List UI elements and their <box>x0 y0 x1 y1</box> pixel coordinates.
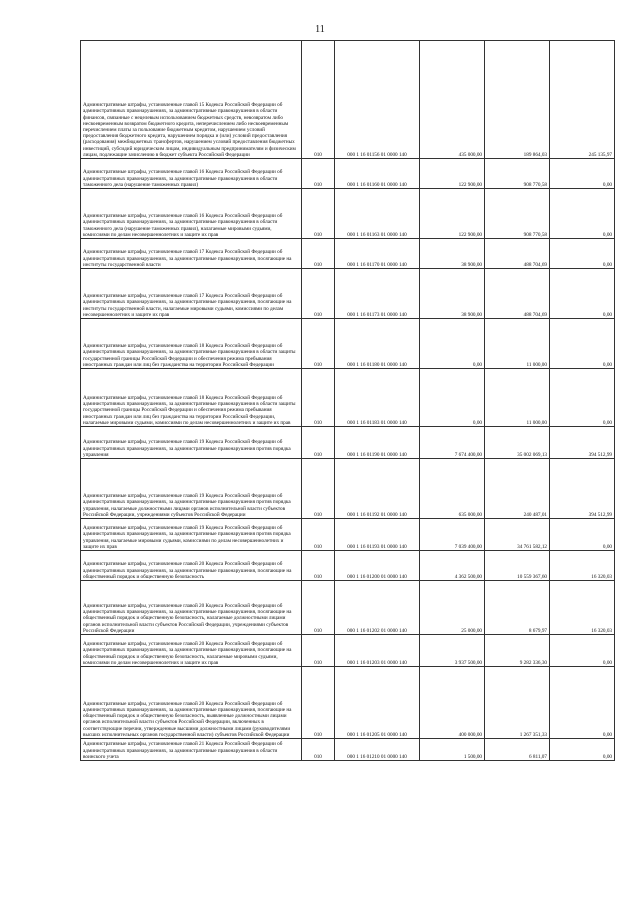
row-executed-amount: 11 000,00 <box>485 369 550 427</box>
table-row <box>81 635 615 667</box>
row-executed-amount: 34 761 582,12 <box>485 519 550 551</box>
table-row <box>81 269 615 319</box>
row-unexecuted-amount: 245 135,97 <box>550 41 615 159</box>
row-unexecuted-amount: 0,00 <box>550 739 615 761</box>
row-approved-amount: 7 674 400,00 <box>420 427 485 459</box>
row-name: Административные штрафы, установленные главой 20 Кодекса Российской Федерации об административных правонарушениях, за административные правонарушения, посягающие на общественный порядок и общественную безопасность, налагаемые мировыми судьями, комиссиями по делам несовершеннолетних и защите их прав <box>81 635 302 667</box>
row-executed-amount: 9 282 336,30 <box>485 635 550 667</box>
row-unexecuted-amount: 0,00 <box>550 159 615 189</box>
row-kbk: 000 1 16 01160 01 0000 140 <box>335 159 420 189</box>
row-kbk: 000 1 16 01192 01 0000 140 <box>335 459 420 519</box>
row-executed-amount: 1 267 351,33 <box>485 667 550 739</box>
table-row <box>81 41 615 159</box>
row-name: Административные штрафы, установленные главой 20 Кодекса Российской Федерации об административных правонарушениях, за административные правонарушения, посягающие на общественный порядок и общественную безопасность <box>81 551 302 581</box>
row-executed-amount: 908 770,58 <box>485 159 550 189</box>
row-unexecuted-amount: 16 320,03 <box>550 551 615 581</box>
row-name: Административные штрафы, установленные главой 15 Кодекса Российской Федерации об административных правонарушениях, за административные правонарушения в области финансов, связанные с нецелевым использованием бюджетных средств, невозвратом либо несвоевременным возвратом бюджетного кредита, неперечислением либо несвоевременным перечислением платы за пользование бюджетным кредитом, нарушением условий предоставления бюджетного кредита, нарушением порядка и (или) условий предоставления (расходования) межбюджетных трансфертов, нарушением условий предоставления бюджетных инвестиций, субсидий юридическим лицам, индивидуальным предпринимателям и физическим лицам, подлежащие зачислению в бюджет субъекта Российской Федерации <box>81 41 302 159</box>
row-approved-amount: 25 000,00 <box>420 581 485 635</box>
row-code: 010 <box>302 369 335 427</box>
row-kbk: 000 1 16 01180 01 0000 140 <box>335 319 420 369</box>
row-code: 010 <box>302 667 335 739</box>
row-name: Административные штрафы, установленные главой 17 Кодекса Российской Федерации об административных правонарушениях, за административные правонарушения, посягающие на институты государственной власти <box>81 239 302 269</box>
row-executed-amount: 10 559 367,60 <box>485 551 550 581</box>
row-code: 010 <box>302 41 335 159</box>
row-name: Административные штрафы, установленные главой 20 Кодекса Российской Федерации об административных правонарушениях, за административные правонарушения, посягающие на общественный порядок и общественную безопасность, налагаемые должностными лицами органов исполнительной власти субъектов Российской Федерации, учреждениями субъектов Российской Федерации <box>81 581 302 635</box>
revenue-table <box>80 40 615 761</box>
page-number: 11 <box>315 24 325 35</box>
table-row <box>81 459 615 519</box>
row-code: 010 <box>302 239 335 269</box>
row-unexecuted-amount: 394 512,99 <box>550 459 615 519</box>
row-executed-amount: 35 002 069,13 <box>485 427 550 459</box>
table-row <box>81 159 615 189</box>
row-approved-amount: 7 039 400,00 <box>420 519 485 551</box>
row-executed-amount: 488 704,69 <box>485 269 550 319</box>
row-name: Административные штрафы, установленные главой 19 Кодекса Российской Федерации об административных правонарушениях, за административные правонарушения против порядка управления, налагаемые мировыми судьями, комиссиями по делам несовершеннолетних и защите их прав <box>81 519 302 551</box>
row-unexecuted-amount: 0,00 <box>550 635 615 667</box>
row-approved-amount: 38 900,00 <box>420 239 485 269</box>
row-unexecuted-amount: 0,00 <box>550 519 615 551</box>
row-unexecuted-amount: 0,00 <box>550 667 615 739</box>
row-name: Административные штрафы, установленные главой 19 Кодекса Российской Федерации об административных правонарушениях, за административные правонарушения против порядка управления <box>81 427 302 459</box>
row-approved-amount: 38 900,00 <box>420 269 485 319</box>
row-code: 010 <box>302 551 335 581</box>
row-kbk: 000 1 16 01173 01 0000 140 <box>335 269 420 319</box>
row-kbk: 000 1 16 01203 01 0000 140 <box>335 635 420 667</box>
row-unexecuted-amount: 394 512,99 <box>550 427 615 459</box>
row-approved-amount: 0,00 <box>420 319 485 369</box>
row-code: 010 <box>302 319 335 369</box>
table-row <box>81 551 615 581</box>
row-code: 010 <box>302 739 335 761</box>
row-unexecuted-amount: 0,00 <box>550 269 615 319</box>
row-name: Административные штрафы, установленные главой 16 Кодекса Российской Федерации об административных правонарушениях, за административные правонарушения в области таможенного дела (нарушение таможенных правил), налагаемые мировыми судьями, комиссиями по делам несовершеннолетних и защите их прав <box>81 189 302 239</box>
row-code: 010 <box>302 459 335 519</box>
row-executed-amount: 240 487,01 <box>485 459 550 519</box>
table-row <box>81 239 615 269</box>
row-code: 010 <box>302 427 335 459</box>
row-code: 010 <box>302 581 335 635</box>
table-row <box>81 319 615 369</box>
table-row <box>81 189 615 239</box>
row-executed-amount: 6 811,07 <box>485 739 550 761</box>
row-kbk: 000 1 16 01170 01 0000 140 <box>335 239 420 269</box>
row-name: Административные штрафы, установленные главой 16 Кодекса Российской Федерации об административных правонарушениях, за административные правонарушения в области таможенного дела (нарушение таможенных правил) <box>81 159 302 189</box>
row-name: Административные штрафы, установленные главой 19 Кодекса Российской Федерации об административных правонарушениях, за административные правонарушения против порядка управления, налагаемые должностными лицами органов исполнительной власти субъектов Российской Федерации, учреждениями субъектов Российской Федерации <box>81 459 302 519</box>
row-name: Административные штрафы, установленные главой 17 Кодекса Российской Федерации об административных правонарушениях, за административные правонарушения, посягающие на институты государственной власти, налагаемые мировыми судьями, комиссиями по делам несовершеннолетних и защите их прав <box>81 269 302 319</box>
row-kbk: 000 1 16 01156 01 0000 140 <box>335 41 420 159</box>
row-approved-amount: 3 937 500,00 <box>420 635 485 667</box>
row-approved-amount: 635 000,00 <box>420 459 485 519</box>
row-approved-amount: 0,00 <box>420 369 485 427</box>
row-kbk: 000 1 16 01205 01 0000 140 <box>335 667 420 739</box>
row-executed-amount: 11 000,00 <box>485 319 550 369</box>
row-code: 010 <box>302 635 335 667</box>
row-kbk: 000 1 16 01193 01 0000 140 <box>335 519 420 551</box>
row-kbk: 000 1 16 01202 01 0000 140 <box>335 581 420 635</box>
table-row <box>81 369 615 427</box>
row-approved-amount: 122 900,00 <box>420 189 485 239</box>
row-unexecuted-amount: 0,00 <box>550 189 615 239</box>
row-unexecuted-amount: 16 320,03 <box>550 581 615 635</box>
row-code: 010 <box>302 189 335 239</box>
table-row <box>81 519 615 551</box>
row-kbk: 000 1 16 01200 01 0000 140 <box>335 551 420 581</box>
row-approved-amount: 400 000,00 <box>420 667 485 739</box>
row-name: Административные штрафы, установленные главой 21 Кодекса Российской Федерации об административных правонарушениях, за административные правонарушения в области воинского учета <box>81 739 302 761</box>
row-name: Административные штрафы, установленные главой 18 Кодекса Российской Федерации об административных правонарушениях, за административные правонарушения в области защиты государственной границы Российской Федерации и обеспечения режима пребывания иностранных граждан или лиц без гражданства на территории Российской Федерации <box>81 319 302 369</box>
row-name: Административные штрафы, установленные главой 20 Кодекса Российской Федерации об административных правонарушениях, за административные правонарушения, посягающие на общественный порядок и общественную безопасность, выявленные должностными лицами органов исполнительной власти субъектов Российской Федерации, включенных в соответствующие перечни, утвержденные высшими должностными лицами (руководителями высших исполнительных органов государственной власти) субъектов Российской Федерации <box>81 667 302 739</box>
row-approved-amount: 1 500,00 <box>420 739 485 761</box>
row-unexecuted-amount: 0,00 <box>550 369 615 427</box>
row-kbk: 000 1 16 01190 01 0000 140 <box>335 427 420 459</box>
table-row <box>81 739 615 761</box>
row-executed-amount: 488 704,69 <box>485 239 550 269</box>
row-kbk: 000 1 16 01210 01 0000 140 <box>335 739 420 761</box>
row-kbk: 000 1 16 01183 01 0000 140 <box>335 369 420 427</box>
row-kbk: 000 1 16 01163 01 0000 140 <box>335 189 420 239</box>
row-approved-amount: 4 362 500,00 <box>420 551 485 581</box>
table-row <box>81 581 615 635</box>
table-row <box>81 667 615 739</box>
row-name: Административные штрафы, установленные главой 18 Кодекса Российской Федерации об административных правонарушениях, за административные правонарушения в области защиты государственной границы Российской Федерации и обеспечения режима пребывания иностранных граждан или лиц без гражданства на территории Российской Федерации, налагаемые мировыми судьями, комиссиями по делам несовершеннолетних и защите их прав <box>81 369 302 427</box>
row-executed-amount: 908 770,58 <box>485 189 550 239</box>
table-row <box>81 427 615 459</box>
row-executed-amount: 189 864,03 <box>485 41 550 159</box>
table-body <box>81 41 615 761</box>
row-unexecuted-amount: 0,00 <box>550 319 615 369</box>
row-unexecuted-amount: 0,00 <box>550 239 615 269</box>
row-code: 010 <box>302 159 335 189</box>
row-code: 010 <box>302 519 335 551</box>
row-code: 010 <box>302 269 335 319</box>
row-approved-amount: 435 000,00 <box>420 41 485 159</box>
row-executed-amount: 8 679,97 <box>485 581 550 635</box>
row-approved-amount: 122 900,00 <box>420 159 485 189</box>
